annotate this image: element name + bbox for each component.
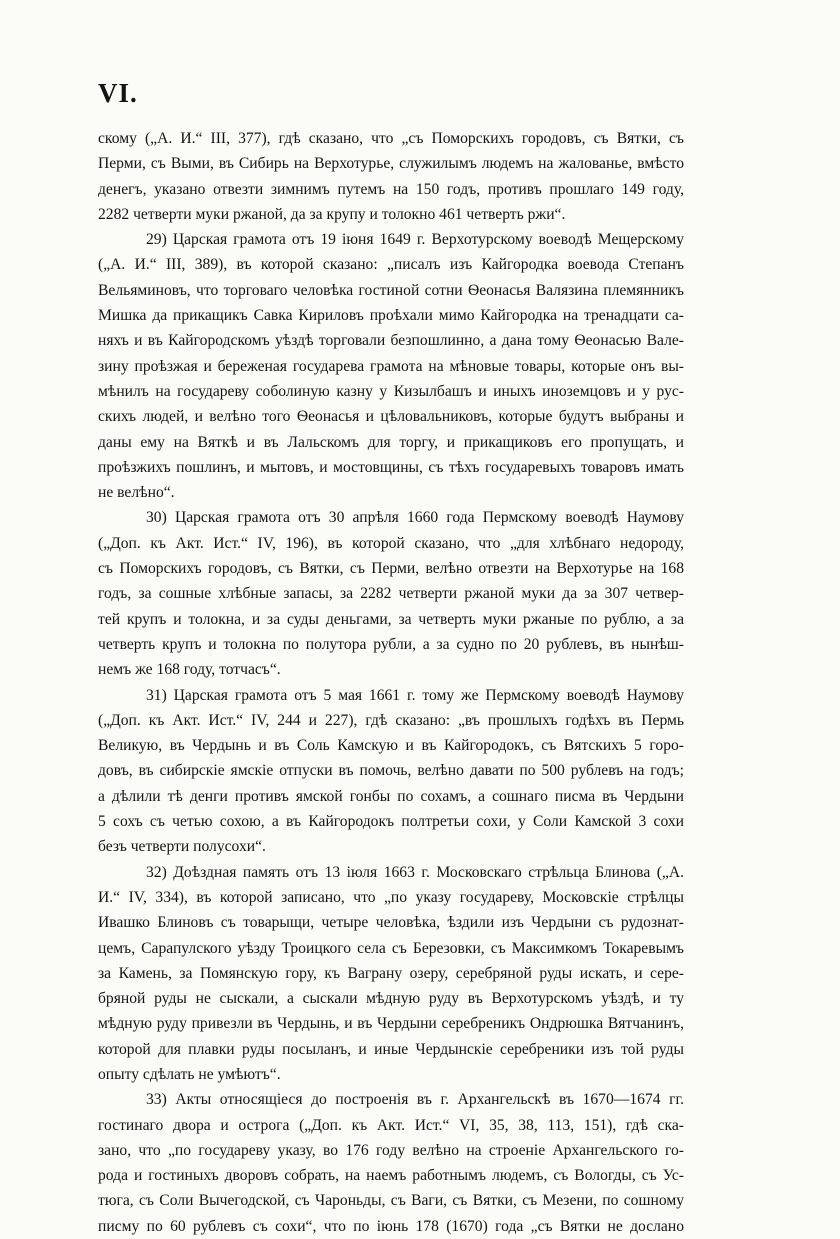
page-number: VI. bbox=[98, 78, 138, 108]
text-line: зано, что „по государеву указу, во 176 году велѣно на строеніе Архангельского го- bbox=[98, 1141, 684, 1159]
text-line: которой для плавки руды посыланъ, и иные Чердынскіе серебреники изъ той руды bbox=[98, 1040, 684, 1058]
text-line: тей крупъ и толокна, и за суды деньгами, за четверть муки ржаные по рублю, а за bbox=[98, 610, 684, 628]
text-line: скому („А. И.“ III, 377), гдѣ сказано, что „съ Поморскихъ городовъ, съ Вятки, съ bbox=[98, 130, 684, 147]
text-line: цемъ, Сарапулского уѣзду Троицкого села съ Березовки, съ Максимкомъ Токаревымъ bbox=[98, 939, 684, 957]
text-line: опыту сдѣлать не умѣютъ“. bbox=[98, 1065, 281, 1083]
text-line: 31) Царская грамота отъ 5 мая 1661 г. тому же Пермскому воеводѣ Наумову bbox=[146, 686, 684, 704]
text-line: даны ему на Вяткѣ и въ Лальскомъ для торгу, и прикащиковъ его пропущать, и bbox=[98, 433, 684, 451]
text-line: довъ, въ сибирскіе ямскіе отпуски въ помочь, велѣно давати по 500 рублевъ на годъ; bbox=[98, 762, 684, 780]
text-line: съ Поморскихъ городовъ, съ Вятки, съ Перми, велѣно отвезти на Верхотурье на 168 bbox=[98, 560, 684, 578]
text-line: („Доп. къ Акт. Ист.“ IV, 196), въ которой сказано, что „для хлѣбнаго недороду, bbox=[98, 534, 684, 552]
text-line: проѣзжихъ пошлинъ, и мытовъ, и мостовщины, съ тѣхъ государевыхъ товаровъ имать bbox=[98, 458, 684, 476]
text-line: скихъ людей, и велѣно того Ѳеонасья и цѣловальниковъ, которые будутъ выбраны и bbox=[98, 408, 684, 426]
text-line: а дѣлили тѣ денги противъ ямской гонбы по сохамъ, а сошнаго писма въ Чердыни bbox=[98, 787, 684, 805]
text-line: четверть крупъ и толокна по полутора рубли, а за судно по 20 рублевъ, въ нынѣш- bbox=[98, 635, 684, 653]
text-line: годъ, за сошные хлѣбные запасы, за 2282 четверти ржаной муки да за 307 четвер- bbox=[98, 585, 684, 603]
text-line: денегъ, указано отвезти зимнимъ путемъ на 150 годъ, противъ прошлаго 149 году, bbox=[98, 180, 684, 198]
text-line: Перми, съ Выми, въ Сибирь на Верхотурье, служилымъ людемъ на жалованье, вмѣсто bbox=[98, 155, 684, 173]
text-line: 2282 четверти муки ржаной, да за крупу и толокно 461 четверть ржи“. bbox=[98, 205, 566, 223]
text-line: немъ же 168 году, тотчасъ“. bbox=[98, 661, 281, 679]
text-line: гостинаго двора и острога („Доп. къ Акт. Ист.“ VI, 35, 38, 113, 151), гдѣ ска- bbox=[98, 1116, 684, 1134]
text-line: няхъ и въ Кайгородскомъ уѣздѣ торговали безпошлинно, а дана тому Ѳеонасью Вале- bbox=[98, 332, 684, 350]
text-line: Вельяминовъ, что торговаго человѣка гостиной сотни Ѳеонасья Валязина племянникъ bbox=[98, 281, 684, 299]
body-text bbox=[98, 126, 684, 1239]
text-line: 30) Царская грамота отъ 30 апрѣля 1660 года Пермскому воеводѣ Наумову bbox=[146, 509, 684, 527]
text-line: 32) Доѣздная память отъ 13 іюля 1663 г. Московскаго стрѣльца Блинова („А. bbox=[146, 863, 684, 881]
text-line: бряной руды не сыскали, а сыскали мѣдную руду въ Верхотурскомъ уѣздѣ, и ту bbox=[98, 990, 684, 1008]
text-line: Ивашко Блиновъ съ товарыщи, четыре человѣка, ѣздили изъ Чердыни съ рудознат- bbox=[98, 914, 684, 932]
text-line: за Камень, за Помянскую гору, къ Ваграну озеру, серебряной руды искать, и сере- bbox=[98, 964, 684, 982]
text-line: рода и гостиныхъ дворовъ собрать, на наемъ работнымъ людемъ, съ Вологды, съ Ус- bbox=[98, 1167, 684, 1185]
text-line: тюга, съ Соли Вычегодской, съ Чароньды, съ Ваги, съ Вятки, съ Мезени, по сошному bbox=[98, 1192, 684, 1210]
text-line: („А. И.“ III, 389), въ которой сказано: „писалъ изъ Кайгородка воевода Степанъ bbox=[98, 256, 684, 274]
text-line: безъ четверти полусохи“. bbox=[98, 838, 266, 856]
text-line: Мишка да прикащикъ Савка Кириловъ проѣхали мимо Кайгородка на тренадцати са- bbox=[98, 307, 684, 325]
text-line: 33) Акты относящіеся до построенія въ г. Архангельскѣ въ 1670—1674 гг. bbox=[146, 1091, 684, 1109]
text-line: („Доп. къ Акт. Ист.“ IV, 244 и 227), гдѣ сказано: „въ прошлыхъ годѣхъ въ Пермь bbox=[98, 711, 684, 729]
text-line: мѣнилъ на государеву соболиную казну у Кизылбашъ и иныхъ иноземцовъ и у рус- bbox=[98, 382, 684, 400]
text-line: 29) Царская грамота отъ 19 іюня 1649 г. Верхотурскому воеводѣ Мещерскому bbox=[146, 231, 684, 249]
text-line: И.“ IV, 334), въ которой записано, что „по указу государеву, Московскіе стрѣлцы bbox=[98, 888, 684, 906]
text-line: зину проѣзжая и береженая государева грамота на мѣновые товары, которые онъ вы- bbox=[98, 357, 684, 375]
text-line: не велѣно“. bbox=[98, 484, 175, 502]
text-line: писму по 60 рублевъ съ сохи“, что по іюнь 178 (1670) года „съ Вятки не дослано bbox=[98, 1217, 684, 1235]
text-line: мѣдную руду привезли въ Чердынь, и въ Чердыни серебреникъ Ондрюшка Вятчанинъ, bbox=[98, 1015, 684, 1033]
text-line: 5 сохъ съ четью сохою, а въ Кайгородокъ полтретьи сохи, у Соли Камской 3 сохи bbox=[98, 813, 684, 831]
text-line: Великую, въ Чердынь и въ Соль Камскую и въ Кайгородокъ, съ Вятскихъ 5 горо- bbox=[98, 737, 684, 755]
